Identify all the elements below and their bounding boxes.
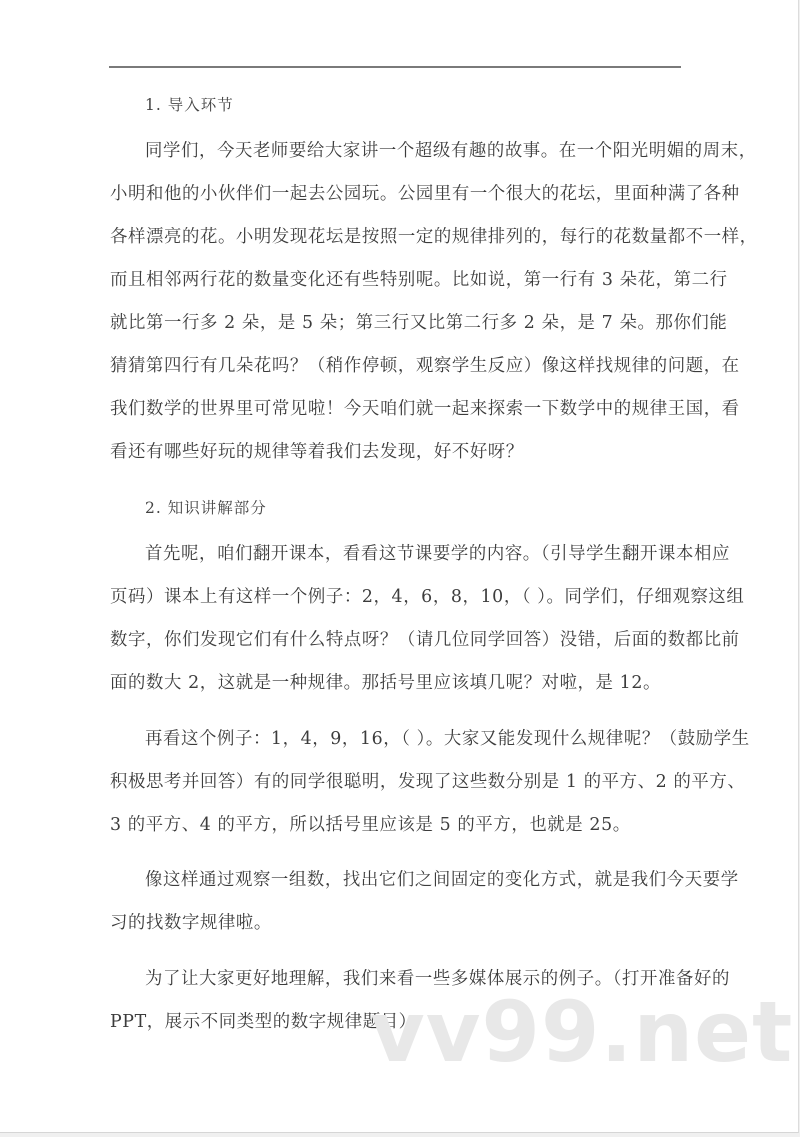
paragraph-line: 而且相邻两行花的数量变化还有些特别呢。比如说，第一行有 3 朵花，第二行	[110, 270, 728, 290]
header-rule	[109, 66, 681, 68]
watermark-text: vv99.net	[370, 983, 794, 1081]
paragraph-line: PPT，展示不同类型的数字规律题目）	[110, 1012, 417, 1032]
paragraph-line: 3 的平方、4 的平方，所以括号里应该是 5 的平方，也就是 25。	[110, 815, 631, 835]
paragraph-line: 像这样通过观察一组数，找出它们之间固定的变化方式，就是我们今天要学	[145, 870, 739, 890]
paragraph-line: 数字，你们发现它们有什么特点呀？（请几位同学回答）没错，后面的数都比前	[110, 630, 740, 650]
paragraph-line: 各样漂亮的花。小明发现花坛是按照一定的规律排列的，每行的花数量都不一样，	[110, 227, 758, 247]
paragraph-line: 看还有哪些好玩的规律等着我们去发现，好不好呀？	[110, 442, 524, 462]
paragraph-line: 积极思考并回答）有的同学很聪明，发现了这些数分别是 1 的平方、2 的平方、	[110, 772, 746, 792]
paragraph-line: 小明和他的小伙伴们一起去公园玩。公园里有一个很大的花坛，里面种满了各种	[110, 184, 740, 204]
paragraph-line: 页码）课本上有这样一个例子：2，4，6，8，10，（ ）。同学们，仔细观察这组	[110, 587, 745, 607]
paragraph-line: 再看这个例子：1，4，9，16，（ ）。大家又能发现什么规律呢？（鼓励学生	[145, 729, 750, 749]
paragraph-line: 习的找数字规律啦。	[110, 913, 272, 933]
paragraph-line: 首先呢，咱们翻开课本，看看这节课要学的内容。（引导学生翻开课本相应	[145, 544, 730, 564]
section-heading-knowledge: 2. 知识讲解部分	[145, 499, 267, 517]
paragraph-line: 为了让大家更好地理解，我们来看一些多媒体展示的例子。（打开准备好的	[145, 969, 730, 989]
paragraph-line: 猜猜第四行有几朵花吗？（稍作停顿，观察学生反应）像这样找规律的问题，在	[110, 356, 740, 376]
paragraph-line: 同学们，今天老师要给大家讲一个超级有趣的故事。在一个阳光明媚的周末，	[145, 141, 757, 161]
paragraph-line: 就比第一行多 2 朵，是 5 朵；第三行又比第二行多 2 朵，是 7 朵。那你们能	[110, 313, 728, 333]
paragraph-line: 面的数大 2，这就是一种规律。那括号里应该填几呢？对啦，是 12。	[110, 673, 661, 693]
section-heading-intro: 1. 导入环节	[145, 96, 234, 114]
paragraph-line: 我们数学的世界里可常见啦！今天咱们就一起来探索一下数学中的规律王国，看	[110, 399, 740, 419]
